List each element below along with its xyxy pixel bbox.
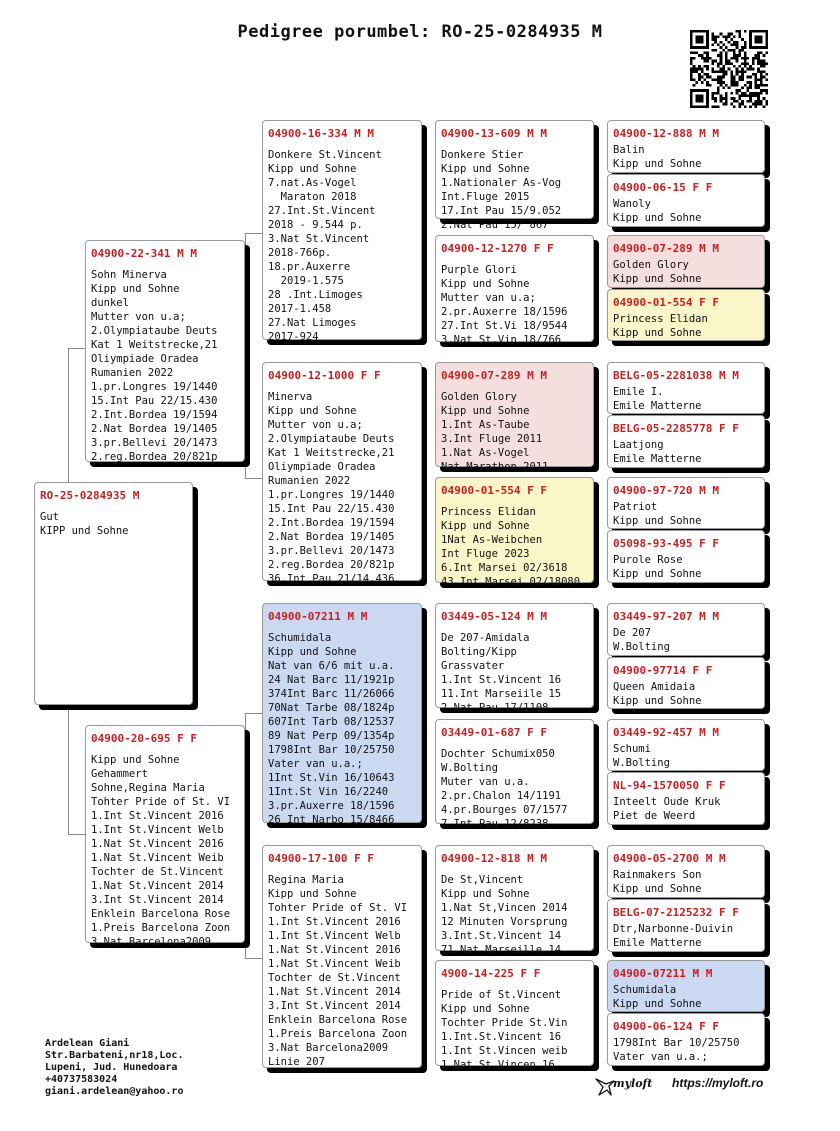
pigeon-details: Princess Elidan Kipp und Sohne — [613, 313, 708, 339]
connector-line — [245, 478, 262, 479]
pigeon-card-g4-15[interactable] — [607, 960, 765, 1012]
pigeon-details: Pride of St.Vincent Kipp und Sohne Tochter Pride St.Vin 1.Int.St.Vincent 16 1.Int St.Vincen weib 1.Nat St.Vincen 16 — [441, 989, 568, 1071]
ring-number: 04900-12-888 M M — [613, 127, 719, 140]
ring-number: BELG-05-2285778 F F — [613, 422, 739, 435]
pigeon-card-g4-2[interactable] — [607, 174, 765, 227]
ring-number: BELG-05-2281038 M M — [613, 369, 739, 382]
ring-number: 4900-14-225 F F — [441, 967, 541, 980]
ring-number: 03449-05-124 M M — [441, 610, 547, 623]
connector-line — [245, 233, 262, 234]
pigeon-details: Purole Rose Kipp und Sohne — [613, 554, 702, 580]
ring-number: 04900-12-818 M M — [441, 852, 547, 865]
pigeon-card-g4-12[interactable] — [607, 772, 765, 825]
pigeon-card-g4-13[interactable] — [607, 845, 765, 898]
ring-number: 05098-93-495 F F — [613, 537, 719, 550]
ring-number: 04900-01-554 F F — [441, 484, 547, 497]
website-link[interactable]: https://myloft.ro — [672, 1076, 764, 1090]
owner-contact: Ardelean Giani Str.Barbateni,nr18,Loc. Lupeni, Jud. Hunedoara +40737583024 giani.ardelean@yahoo.ro — [45, 1038, 184, 1097]
pigeon-details: 1798Int Bar 10/25750 Vater van u.a.; — [613, 1037, 740, 1063]
pigeon-card-sds[interactable] — [435, 362, 594, 473]
pigeon-card-dam[interactable] — [85, 725, 245, 948]
connector-line — [245, 958, 262, 959]
pigeon-details: Dtr,Narbonne-Duivin Emile Matterne — [613, 923, 734, 949]
pigeon-details: Dochter Schumix050 W.Bolting Muter van u.a. 2.pr.Chalon 14/1191 4.pr.Bourges 07/1577 7.Int Pau 12/8238 — [441, 748, 568, 830]
pigeon-details: Kipp und Sohne Gehammert Sohne,Regina Maria Tohter Pride of St. VI 1.Int St.Vincent 2016 1.Int St.Vincent Welb 1.Nat St.Vincent 2016 1.Nat St.Vincent Weib Tochter de St.Vincent 1.Nat St.Vincent 2014 3.Int St.Vincent 2014 Enklein Barcelona Rose 1.Preis Barcelona Zoon 3.Nat Barcelona2009 — [91, 754, 231, 948]
ring-number: 04900-06-15 F F — [613, 181, 713, 194]
ring-number: 04900-07-289 M M — [441, 369, 547, 382]
pigeon-card-g4-14[interactable] — [607, 899, 765, 952]
pigeon-details: Golden Glory Kipp und Sohne — [613, 259, 702, 285]
pigeon-details: Emile I. Emile Matterne — [613, 386, 702, 412]
pigeon-card-dss[interactable] — [435, 603, 594, 714]
pigeon-details: Donkere Stier Kipp und Sohne 1.Nationaler As-Vog Int.Fluge 2015 17.Int Pau 15/9.052 2.Nat Pau 15/ 867 — [441, 149, 562, 231]
pigeon-details: Regina Maria Kipp und Sohne Tohter Pride of St. VI 1.Int St.Vincent 2016 1.Int St.Vincent Welb 1.Nat St.Vincent 2016 1.Nat St.Vincent Weib Tochter de St.Vincent 1.Nat St.Vincent 2014 3.Int St.Vincent 2014 Enklein Barcelona Rose 1.Preis Barcelona Zoon 3.Nat Barcelona2009 Linie 207 — [268, 874, 408, 1068]
pigeon-details: Princess Elidan Kipp und Sohne 1Nat As-Weibchen Int Fluge 2023 6.Int Marsei 02/3618 43 Int Marsei 02/18080 — [441, 506, 581, 588]
pigeon-details: Purple Glori Kipp und Sohne Mutter van u.a; 2.pr.Auxerre 18/1596 27.Int St.Vi 18/9544 3.Nat St.Vin 18/766 — [441, 264, 568, 346]
pigeon-card-sire-dam[interactable] — [262, 362, 422, 585]
pigeon-card-sdd[interactable] — [435, 477, 594, 588]
ring-number: 04900-97-720 M M — [613, 484, 719, 497]
ring-number: 04900-05-2700 M M — [613, 852, 726, 865]
logo-text: myloft — [613, 1077, 653, 1090]
pigeon-card-g4-4[interactable] — [607, 289, 765, 341]
ring-number: 04900-16-334 M M — [268, 127, 374, 140]
ring-number: NL-94-1570050 F F — [613, 779, 726, 792]
pigeon-details: Golden Glory Kipp und Sohne 1.Int As-Taube 3.Int Fluge 2011 1.Nat As-Vogel Nat Marathon 2011 — [441, 391, 549, 473]
connector-line — [245, 713, 246, 958]
pigeon-details: De 207 W.Bolting — [613, 627, 670, 653]
connector-line — [68, 834, 86, 835]
pigeon-card-dam-dam[interactable] — [262, 845, 422, 1068]
pigeon-card-dds[interactable] — [435, 845, 594, 956]
ring-number: 03449-97-207 M M — [613, 610, 719, 623]
ring-number: 04900-13-609 M M — [441, 127, 547, 140]
pigeon-card-g4-5[interactable] — [607, 362, 765, 414]
pigeon-card-g4-9[interactable] — [607, 603, 765, 656]
pigeon-details: Balin Kipp und Sohne — [613, 144, 702, 170]
pigeon-card-ddd[interactable] — [435, 960, 594, 1071]
connector-line — [245, 233, 246, 478]
pigeon-details: De St,Vincent Kipp und Sohne 1.Nat St,Vincen 2014 12 Minuten Vorsprung 3.Int.St.Vincent 14 71.Nat Marseille 14 — [441, 874, 568, 956]
ring-number: 04900-97714 F F — [613, 664, 713, 677]
pigeon-details: Wanoly Kipp und Sohne — [613, 198, 702, 224]
pigeon-details: Queen Amidaia Kipp und Sohne — [613, 681, 702, 707]
ring-number: 04900-17-100 F F — [268, 852, 374, 865]
ring-number: 03449-01-687 F F — [441, 726, 547, 739]
connector-line — [68, 348, 86, 349]
pigeon-card-g4-7[interactable] — [607, 477, 765, 529]
pigeon-card-subject[interactable] — [34, 482, 193, 705]
ring-number: 04900-12-1270 F F — [441, 242, 554, 255]
pigeon-details: Donkere St.Vincent Kipp und Sohne 7.nat.As-Vogel Maraton 2018 27.Int.St.Vincent 2018 - 9.544 p. 3.Nat St.Vincent 2018-766p. 18.pr.Auxerre 2019-1.575 28 .Int.Limoges 2017-1.458 27.Nat Limoges 2017-924 — [268, 149, 382, 343]
pigeon-card-g4-16[interactable] — [607, 1013, 765, 1066]
pigeon-card-g4-10[interactable] — [607, 657, 765, 709]
pigeon-details: Rainmakers Son Kipp und Sohne — [613, 869, 702, 895]
pigeon-card-g4-11[interactable] — [607, 719, 765, 771]
qr-code — [689, 30, 769, 108]
pigeon-details: Gut KIPP und Sohne — [40, 511, 129, 537]
pigeon-details: De 207-Amidala Bolting/Kipp Grassvater 1.Int St.Vincent 16 11.Int Marseiile 15 2.Nat Pau 17/1108 — [441, 632, 562, 714]
page-title: Pedigree porumbel: RO-25-0284935 M — [237, 22, 603, 42]
pigeon-card-g4-8[interactable] — [607, 530, 765, 583]
pigeon-details: Schumidala Kipp und Sohne — [613, 984, 702, 1010]
pigeon-card-ssd[interactable] — [435, 235, 594, 346]
ring-number: BELG-07-2125232 F F — [613, 906, 739, 919]
pigeon-details: Patriot Kipp und Sohne — [613, 501, 702, 527]
pigeon-details: Minerva Kipp und Sohne Mutter von u.a; 2.Olympiataube Deuts Kat 1 Weitstrecke,21 Oliympiade Oradea Rumanien 2022 1.pr.Longres 19/1440 15.Int Pau 22/15.430 2.Int.Bordea 19/1594 2.Nat Bordea 19/1405 3.pr.Bellevi 20/1473 2.reg.Bordea 20/821p 36.Int Pau 21/14.436 — [268, 391, 395, 585]
connector-line — [68, 348, 69, 483]
connector-line — [245, 713, 262, 714]
pigeon-card-g4-3[interactable] — [607, 235, 765, 288]
pigeon-card-g4-1[interactable] — [607, 120, 765, 173]
pigeon-details: Sohn Minerva Kipp und Sohne dunkel Mutter von u.a; 2.Olympiataube Deuts Kat 1 Weitstrecke,21 Oliympiade Oradea Rumanien 2022 1.pr.Longres 19/1440 15.Int Pau 22/15.430 2.Int.Bordea 19/1594 2.Nat Bordea 19/1405 3.pr.Bellevi 20/1473 2.reg.Bordea 20/821p — [91, 269, 218, 463]
pigeon-card-sss[interactable] — [435, 120, 594, 231]
ring-number: 04900-22-341 M M — [91, 247, 197, 260]
ring-number: 04900-01-554 F F — [613, 296, 719, 309]
connector-line — [68, 706, 69, 834]
pigeon-details: Inteelt Oude Kruk Piet de Weerd — [613, 796, 721, 822]
pigeon-details: Schumi W.Bolting — [613, 743, 670, 769]
pigeon-card-dam-sire[interactable] — [262, 603, 422, 826]
pigeon-card-dsd[interactable] — [435, 719, 594, 830]
ring-number: 03449-92-457 M M — [613, 726, 719, 739]
pigeon-card-g4-6[interactable] — [607, 415, 765, 468]
ring-number: RO-25-0284935 M — [40, 489, 140, 502]
pigeon-card-sire[interactable] — [85, 240, 245, 462]
pigeon-details: Laatjong Emile Matterne — [613, 439, 702, 465]
ring-number: 04900-07211 M M — [268, 610, 368, 623]
ring-number: 04900-07-289 M M — [613, 242, 719, 255]
pigeon-card-sire-sire[interactable] — [262, 120, 422, 343]
ring-number: 04900-06-124 F F — [613, 1020, 719, 1033]
ring-number: 04900-12-1000 F F — [268, 369, 381, 382]
ring-number: 04900-07211 M M — [613, 967, 713, 980]
pigeon-details: Schumidala Kipp und Sohne Nat van 6/6 mit u.a. 24 Nat Barc 11/1921p 374Int Barc 11/26066 70Nat Tarbe 08/1824p 607Int Tarb 08/12537 89 Nat Perp 09/1354p 1798Int Bar 10/25750 Vater van u.a.; 1Int St.Vin 16/10643 1Int.St Vin 16/2240 3.pr.Auxerre 18/1596 26 Int Narbo 15/8466 — [268, 632, 395, 826]
ring-number: 04900-20-695 F F — [91, 732, 197, 745]
